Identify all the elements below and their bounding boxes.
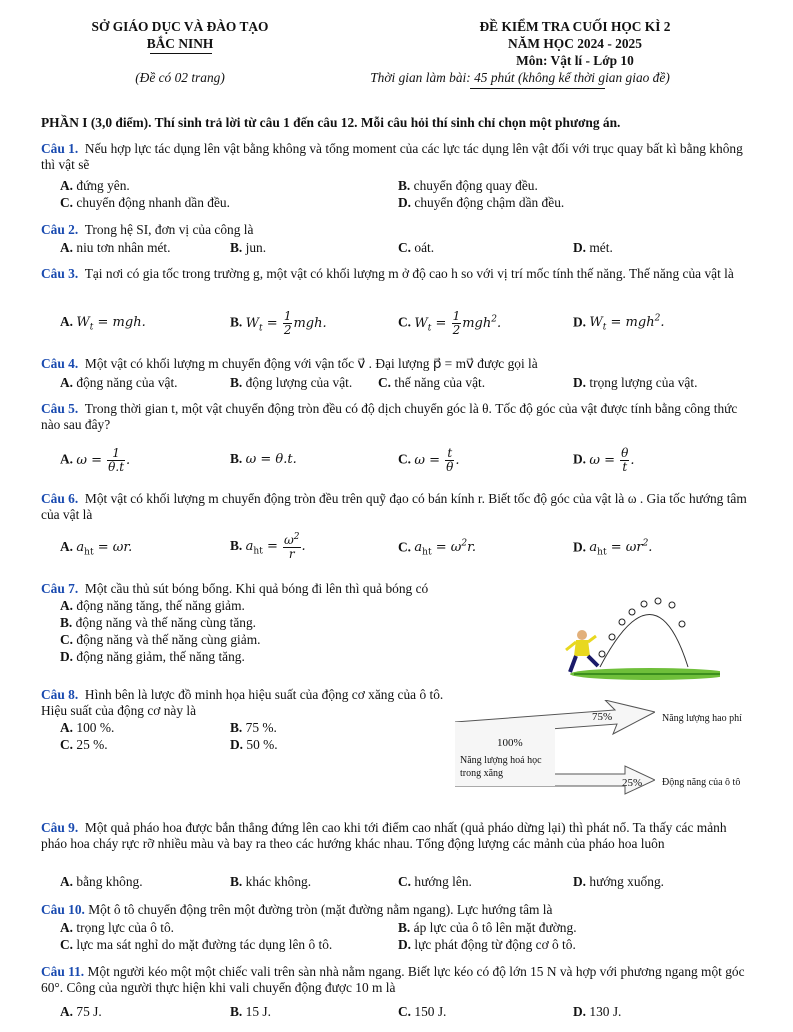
question-3 [41,266,755,282]
school-year: NĂM HỌC 2024 - 2025 [508,36,642,51]
option-c[interactable]: C. $a_{ht} = \omega^2r$. [398,539,476,558]
option-d[interactable]: D. ω = $\frac{\theta}{t}$ . [573,446,635,474]
question-text: Một cầu thủ sút bóng bổng. Khi quả bóng đi lên thì quả bóng có [84,581,429,596]
option-c[interactable]: C. thế năng của vật. [378,375,486,390]
option-b[interactable]: B. động năng và thế năng cùng tăng. [60,615,256,630]
question-number: Câu 2. [41,222,79,237]
options-row [60,178,760,196]
page-count-note: (Đề có 02 trang) [135,70,225,85]
option-a[interactable]: A. 75 J. [60,1004,102,1019]
question-9 [41,820,755,853]
diagram-input-label: Năng lượng hoá học [460,755,542,766]
question-number: Câu 3. [41,266,79,281]
option-b[interactable]: B. $a_{ht}$ = $\frac{\omega^2}{r}$ . [230,532,306,561]
option-a[interactable]: A. bằng không. [60,874,143,889]
province-underline [150,53,212,54]
option-c[interactable]: C. hướng lên. [398,874,472,889]
question-number: Câu 1. [41,141,79,156]
option-a[interactable]: A. trọng lực của ô tô. [60,920,175,935]
option-d[interactable]: D. $a_{ht} = \omega r^2$. [573,539,653,558]
question-number: Câu 6. [41,491,79,506]
diagram-top-label: Năng lượng hao phí [662,713,742,724]
question-7 [41,581,428,597]
option-d[interactable]: D. động năng giảm, thế năng tăng. [60,649,245,664]
question-number: Câu 7. [41,581,79,596]
question-number: Câu 11. [41,964,85,979]
options-row [60,533,760,561]
option-d[interactable]: D. 130 J. [573,1004,622,1019]
option-b[interactable]: B. 15 J. [230,1004,271,1019]
football-kick-illustration [560,582,720,687]
options-row [60,447,760,473]
diagram-top-percent: 75% [592,711,613,723]
options-row [60,195,760,213]
options-row [60,240,760,258]
option-a[interactable]: A. $a_{ht} = \omega r$. [60,539,133,558]
exam-title: ĐỀ KIỂM TRA CUỐI HỌC KÌ 2 [479,19,671,34]
option-c[interactable]: C. $W_t$ = $\frac{1}{2}$ mgh$^2$. [398,309,502,337]
option-b[interactable]: B. áp lực của ô tô lên mặt đường. [398,920,577,935]
player-figure [566,630,598,672]
option-d[interactable]: D. $W_t = mgh^2$. [573,314,665,333]
option-c[interactable]: C. 25 %. [60,737,108,752]
option-c[interactable]: C. lực ma sát nghỉ do mặt đường tác dụng lên ô tô. [60,937,333,952]
diagram-bottom-label: Động năng của ô tô [662,777,741,788]
option-b[interactable]: B. jun. [230,240,267,255]
province-name: BẮC NINH [146,36,214,51]
options-row [60,375,760,393]
option-b[interactable]: B. chuyển động quay đều. [398,178,538,193]
options-row [60,310,760,336]
option-a[interactable]: A. 100 %. [60,720,115,735]
option-d[interactable]: D. chuyển động chậm dần đều. [398,195,565,210]
department-name: SỞ GIÁO DỤC VÀ ĐÀO TẠO [91,19,269,34]
options-row [60,920,760,938]
option-b[interactable]: B. $W_t$ = $\frac{1}{2}$ mgh. [230,309,327,337]
option-c[interactable]: C. 150 J. [398,1004,447,1019]
question-text: Một quả pháo hoa được bắn thẳng đứng lên cao khi tới điểm cao nhất (quả pháo dừng lại) thì phát nổ. Ta thấy các mảnh pháo hoa cháy rực rỡ nhiều màu và bay ra theo các hướng khác nhau. Tổng động lượng các mảnh của pháo hoa luôn [41,820,727,852]
option-b[interactable]: B. khác không. [230,874,312,889]
question-1 [41,141,755,174]
time-note: Thời gian làm bài: 45 phút (không kể thời gian giao đề) [370,70,670,85]
time-underline [470,88,605,89]
diagram-bottom-percent: 25% [622,777,643,789]
subject-line: Môn: Vật lí - Lớp 10 [516,53,634,68]
option-a[interactable]: A. đứng yên. [60,178,130,193]
question-number: Câu 4. [41,356,79,371]
option-d[interactable]: D. 50 %. [230,737,278,752]
question-10 [41,902,755,918]
question-text: Một vật có khối lượng m chuyển động với vận tốc v⃗ . Đại lượng p⃗ = mv⃗ được gọi là [84,356,538,371]
option-b[interactable]: B. 75 %. [230,720,277,735]
question-text: Một ô tô chuyển động trên một đường tròn (mặt đường nằm ngang). Lực hướng tâm là [88,902,553,917]
question-6 [41,491,755,524]
question-number: Câu 5. [41,401,79,416]
question-text: Trong thời gian t, một vật chuyển động tròn đều có độ dịch chuyển góc là θ. Tốc độ góc của vật được tính bằng công thức nào sau đây? [41,401,738,433]
question-text: Một vật có khối lượng m chuyển động tròn đều trên quỹ đạo có bán kính r. Biết tốc độ góc của vật là ω . Gia tốc hướng tâm của vật là [41,491,747,523]
question-number: Câu 8. [41,687,79,702]
question-text: Hình bên là lược đồ minh họa hiệu suất của động cơ xăng của ô tô. Hiệu suất của động cơ này là [41,687,444,719]
section-title: PHẦN I (3,0 điểm). Thí sinh trả lời từ câu 1 đến câu 12. Mỗi câu hỏi thí sinh chỉ chọn một phương án. [41,115,621,130]
option-d[interactable]: D. trọng lượng của vật. [573,375,698,390]
option-d[interactable]: D. mét. [573,240,613,255]
option-a[interactable]: A. động năng của vật. [60,375,178,390]
option-a[interactable]: A. niu tơn nhân mét. [60,240,171,255]
option-a[interactable]: A. động năng tăng, thế năng giảm. [60,598,245,613]
options-row [60,1004,760,1022]
option-b[interactable]: B. ω = θ.t. [230,451,297,467]
question-text: Một người kéo một một chiếc vali trên sàn nhà nằm ngang. Biết lực kéo có độ lớn 15 N và hợp với phương ngang một góc 60°. Công của người thực hiện khi vali chuyển động được 10 m là [41,964,745,996]
question-text: Tại nơi có gia tốc trong trường g, một vật có khối lượng m ở độ cao h so với vị trí mốc tính thế năng. Thế năng của vật là [84,266,734,281]
option-c[interactable]: C. ω = $\frac{t}{\theta}$ . [398,446,460,474]
question-11 [41,964,755,997]
diagram-input-percent: 100% [497,737,523,749]
question-number: Câu 10. [41,902,85,917]
option-c[interactable]: C. chuyển động nhanh dần đều. [60,195,230,210]
option-d[interactable]: D. lực phát động từ động cơ ô tô. [398,937,576,952]
question-text: Nếu hợp lực tác dụng lên vật bằng không và tổng moment của các lực tác dụng lên vật đối với trục quay bất kì bằng không thì vật sẽ [41,141,743,173]
question-4 [41,356,755,372]
diagram-input-label-2: trong xăng [460,768,504,779]
option-b[interactable]: B. động lượng của vật. [230,375,353,390]
option-c[interactable]: C. động năng và thế năng cùng giảm. [60,632,261,647]
question-number: Câu 9. [41,820,79,835]
question-2 [41,222,755,238]
question-8 [41,687,451,720]
options-row [60,874,760,892]
options-row [60,937,760,955]
option-d[interactable]: D. hướng xuống. [573,874,664,889]
option-c[interactable]: C. oát. [398,240,435,255]
question-text: Trong hệ SI, đơn vị của công là [84,222,254,237]
question-5 [41,401,755,434]
option-a[interactable]: A. ω = $\frac{1}{\theta.t}$ . [60,446,131,474]
option-a[interactable]: A. $W_t$ = mgh. [60,314,146,333]
